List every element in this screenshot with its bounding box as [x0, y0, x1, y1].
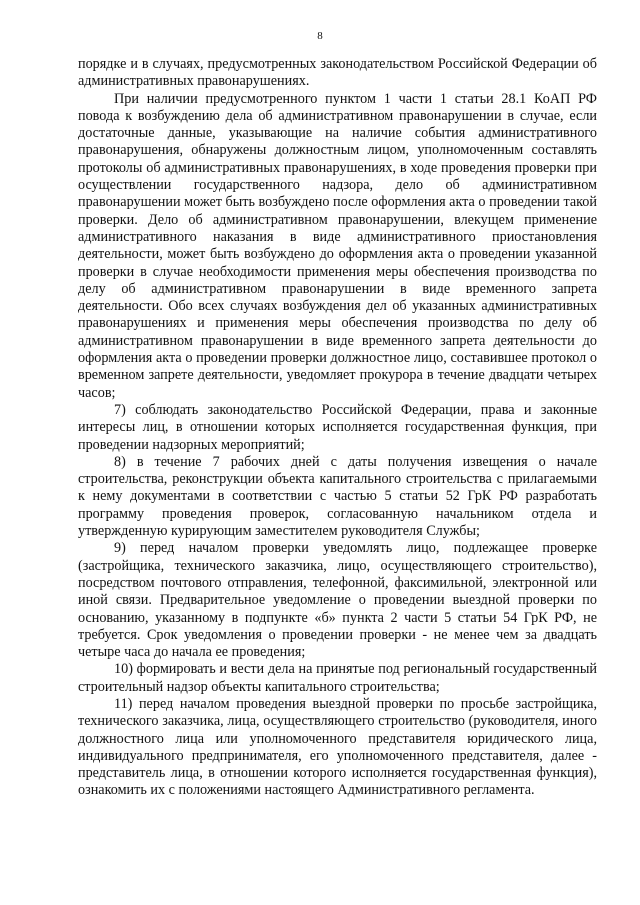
- page-number: 8: [317, 30, 323, 42]
- paragraph-item-9: 9) перед началом проверки уведомлять лицо, подлежащее проверке (застройщика, технического заказчика, лицо, осуществляющего строительство), посредством почтового отправления, телефонной, факсимильной, электронной или иной связи. Предварительное уведомление о проведении выездной проверки по основанию, указанному в подпункте «б» пункта 2 части 5 статьи 54 ГрК РФ, не требуется. Срок уведомления о проведении проверки - не менее чем за двадцать четыре часа до начала ее проведения;: [78, 540, 597, 661]
- paragraph-item-10: 10) формировать и вести дела на принятые под региональный государственный строительный надзор объекты капитального строительства;: [78, 661, 597, 695]
- paragraph-item-11: 11) перед началом проведения выездной проверки по просьбе застройщика, технического заказчика, лица, осуществляющего строительство (руководителя, иного должностного лица или уполномоченного представителя юридического лица, индивидуального предпринимателя, его уполномоченного представителя, далее - представитель лица, в отношении которого исполняется государственная функция), ознакомить их с положениями настоящего Административного регламента.: [78, 695, 597, 799]
- paragraph-item-8: 8) в течение 7 рабочих дней с даты получения извещения о начале строительства, реконструкции объекта капитального строительства с прилагаемыми к нему документами в соответствии с частью 5 статьи 52 ГрК РФ разработать программу проведения проверок, согласованную начальником отдела и утвержденную курирующим заместителем руководителя Службы;: [78, 453, 597, 540]
- paragraph-koap-notice: При наличии предусмотренного пунктом 1 части 1 статьи 28.1 КоАП РФ повода к возбуждению дела об административном правонарушении в случае, если достаточные данные, указывающие на наличие события административного правонарушения, обнаружены должностным лицом, уполномоченным составлять протоколы об административных правонарушениях, в ходе проведения проверки при осуществлении государственного надзора, дело об административном правонарушении может быть возбуждено после оформления акта о проведении такой проверки. Дело об административном правонарушении, влекущем применение административного наказания в виде административного приостановления деятельности, может быть возбуждено до оформления акта о проведении указанной проверки в случае необходимости применения меры обеспечения производства по делу об административном правонарушении в виде временного запрета деятельности. Обо всех случаях возбуждения дел об указанных административных правонарушениях и применения меры обеспечения производства по делу об административном правонарушении в виде временного запрета деятельности до оформления акта о проведении проверки должностное лицо, составившее протокол о временном запрете деятельности, уведомляет прокурора в течение двадцати четырех часов;: [78, 90, 597, 401]
- paragraph-continuation: порядке и в случаях, предусмотренных законодательством Российской Федерации об административных правонарушениях.: [78, 56, 597, 90]
- paragraph-item-7: 7) соблюдать законодательство Российской Федерации, права и законные интересы лиц, в отношении которых исполняется государственная функция, при проведении надзорных мероприятий;: [78, 401, 597, 453]
- document-body: [78, 56, 597, 800]
